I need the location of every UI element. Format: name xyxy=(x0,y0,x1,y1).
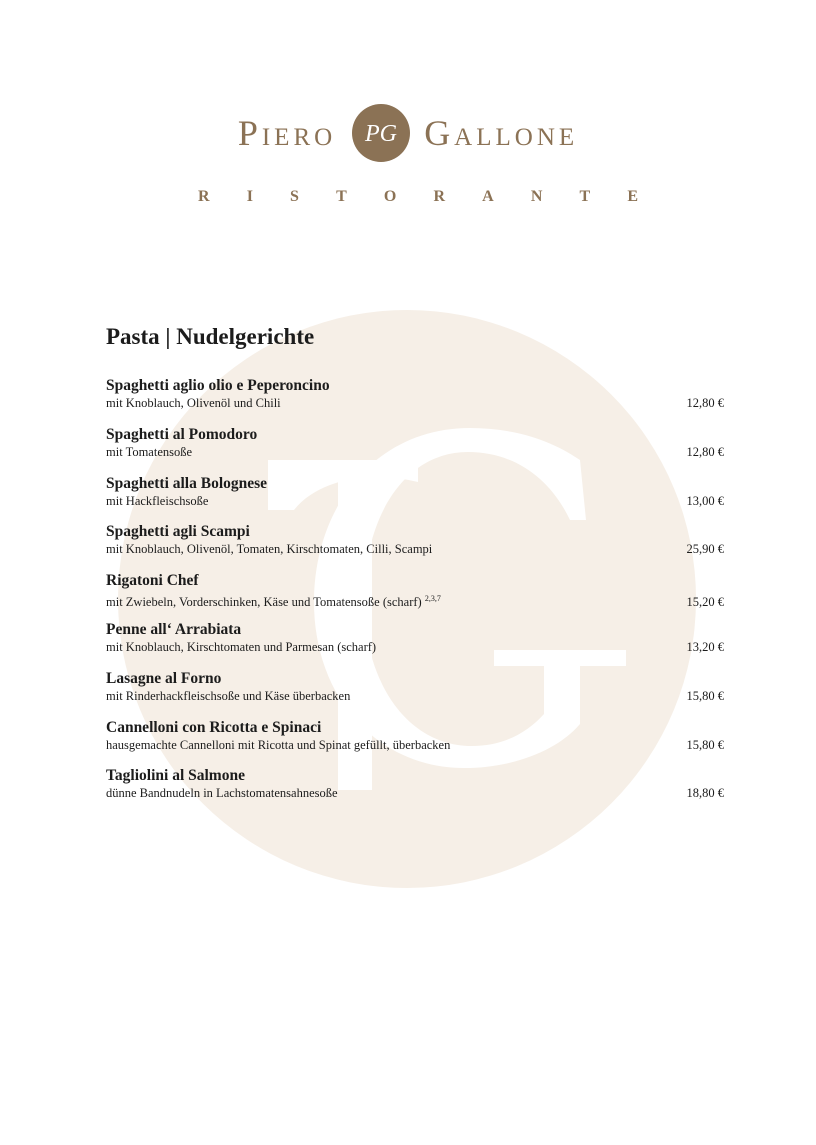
menu-item xyxy=(106,522,726,571)
menu-item-description-text: mit Tomatensoße xyxy=(106,444,193,459)
tagline-letter: I xyxy=(246,188,253,205)
menu-item-price: 13,00 € xyxy=(686,493,724,508)
menu-item-row xyxy=(106,541,726,558)
menu-item-description-text: mit Zwiebeln, Vorderschinken, Käse und Tomatensoße (scharf) xyxy=(106,595,425,610)
menu-item-price: 18,80 € xyxy=(686,786,724,801)
menu-item xyxy=(106,620,726,669)
tagline-letter: E xyxy=(627,188,638,205)
menu-item-description xyxy=(106,444,192,461)
menu-item-row xyxy=(106,737,726,754)
menu-item-price: 15,80 € xyxy=(686,737,724,752)
menu-item-price: 15,20 € xyxy=(686,595,724,610)
tagline-letter: R xyxy=(198,188,210,205)
tagline-letter: N xyxy=(530,188,543,205)
svg-text:PG: PG xyxy=(365,121,398,147)
menu-item-row xyxy=(106,444,726,461)
menu-item-description xyxy=(106,395,281,412)
menu-item xyxy=(106,474,726,523)
menu-content xyxy=(106,324,726,815)
brand-tagline xyxy=(198,188,638,206)
menu-item-description xyxy=(106,639,376,656)
menu-item xyxy=(106,766,726,815)
menu-item-description-text: hausgemachte Cannelloni mit Ricotta und Spinat gefüllt, überbacken xyxy=(106,737,451,752)
menu-item-row xyxy=(106,590,726,611)
menu-item-row xyxy=(106,639,726,656)
menu-item xyxy=(106,669,726,718)
menu-item-description-text: mit Hackfleischsoße xyxy=(106,493,209,508)
menu-item-name: Tagliolini al Salmone xyxy=(106,767,245,785)
menu-item-description xyxy=(106,688,350,705)
brand-name-right: Gallone xyxy=(424,113,579,153)
menu-item-description xyxy=(106,493,208,510)
tagline-letter: A xyxy=(482,188,494,205)
brand-name-left: Piero xyxy=(237,113,337,153)
menu-item-name: Spaghetti alla Bolognese xyxy=(106,474,268,492)
menu-item-description xyxy=(106,737,450,754)
menu-item-name: Spaghetti agli Scampi xyxy=(106,523,250,541)
menu-item-row xyxy=(106,785,726,802)
tagline-letter: T xyxy=(579,188,591,205)
tagline-letter: S xyxy=(290,188,299,205)
brand-header xyxy=(0,104,816,162)
menu-item-price: 15,80 € xyxy=(686,688,724,703)
menu-item-description xyxy=(106,785,338,802)
menu-item-description-text: mit Knoblauch, Olivenöl und Chili xyxy=(106,396,281,410)
tagline-letter: T xyxy=(336,188,347,205)
menu-item-row xyxy=(106,395,726,412)
menu-item-row xyxy=(106,688,726,705)
menu-item-name: Penne all‘ Arrabiata xyxy=(106,620,242,638)
pg-monogram-icon xyxy=(352,104,410,162)
menu-item xyxy=(106,376,726,425)
menu-item-description-text: mit Rinderhackfleischsoße und Käse überbacken xyxy=(106,688,351,703)
allergen-codes: 2,3,7 xyxy=(424,594,441,604)
menu-item-price: 25,90 € xyxy=(686,542,724,557)
section-title: Pasta | Nudelgerichte xyxy=(106,324,315,349)
menu-item-name: Cannelloni con Ricotta e Spinaci xyxy=(106,718,322,736)
menu-item-price: 13,20 € xyxy=(686,639,724,654)
menu-item-row xyxy=(106,493,726,510)
menu-item-description-text: dünne Bandnudeln in Lachstomatensahnesoße xyxy=(106,786,338,801)
menu-item-description xyxy=(106,590,441,611)
menu-item xyxy=(106,718,726,767)
menu-item xyxy=(106,425,726,474)
menu-item xyxy=(106,571,726,620)
menu-item-description-text: mit Knoblauch, Kirschtomaten und Parmesan (scharf) xyxy=(106,639,377,654)
tagline-letter: O xyxy=(383,188,397,205)
menu-item-description xyxy=(106,541,432,558)
menu-item-name: Rigatoni Chef xyxy=(106,572,199,590)
menu-item-name: Spaghetti aglio olio e Peperoncino xyxy=(106,377,330,394)
menu-item-description-text: mit Knoblauch, Olivenöl, Tomaten, Kirschtomaten, Cilli, Scampi xyxy=(106,542,433,557)
menu-item-price: 12,80 € xyxy=(686,444,724,459)
tagline-letter: R xyxy=(433,188,446,205)
menu-item-name: Lasagne al Forno xyxy=(106,669,222,687)
menu-item-name: Spaghetti al Pomodoro xyxy=(106,425,258,443)
menu-item-price: 12,80 € xyxy=(686,396,724,410)
